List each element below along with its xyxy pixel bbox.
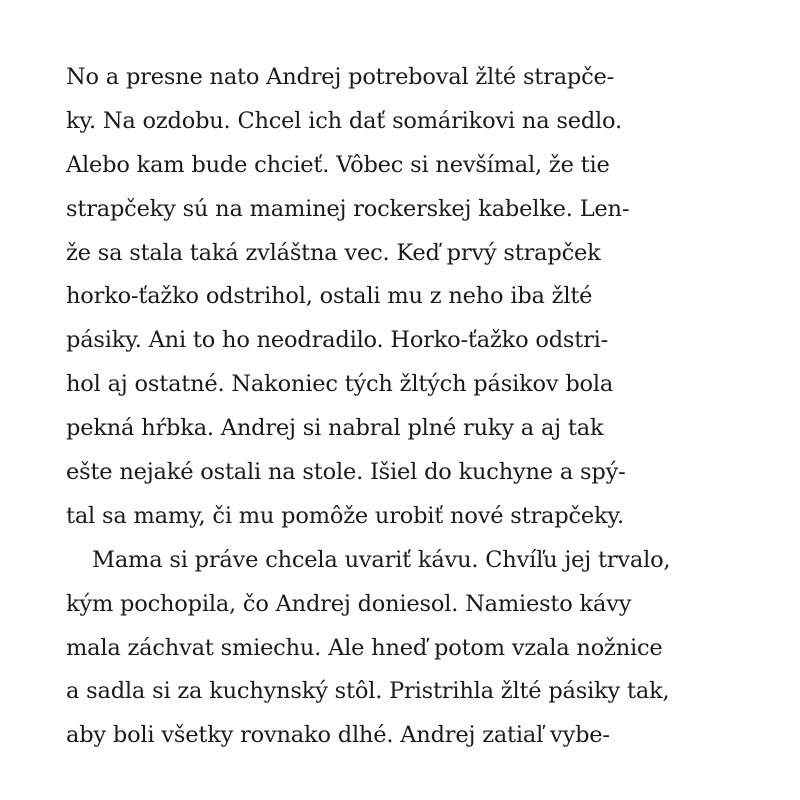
text-line: tal sa mamy, či mu pomôže urobiť nové strapčeky. [66,502,624,529]
body-text [66,56,746,758]
text-line: kým pochopila, čo Andrej doniesol. Namiesto kávy [66,590,632,617]
text-line: mala záchvat smiechu. Ale hneď potom vzala nožnice [66,634,663,661]
text-line: Mama si práve chcela uvariť kávu. Chvíľu jej trvalo, [92,546,671,573]
text-line: Alebo kam bude chcieť. Vôbec si nevšímal, že tie [66,151,610,178]
text-line: hol aj ostatné. Nakoniec tých žltých pásikov bola [66,371,614,398]
paragraph-1 [66,56,746,539]
text-line: a sadla si za kuchynský stôl. Pristrihla žlté pásiky tak, [66,678,670,705]
paragraph-2 [66,539,746,758]
text-line: pekná hŕbka. Andrej si nabral plné ruky a aj tak [66,415,604,442]
text-line: strapčeky sú na maminej rockerskej kabelke. Len- [66,195,630,222]
text-line: No a presne nato Andrej potreboval žlté strapče- [66,64,615,90]
text-line: ešte nejaké ostali na stole. Išiel do kuchyne a spý- [66,459,626,486]
text-line: horko-ťažko odstrihol, ostali mu z neho iba žlté [66,283,593,310]
text-line: že sa stala taká zvláštna vec. Keď prvý strapček [66,239,601,266]
text-line: pásiky. Ani to ho neodradilo. Horko-ťažko odstri- [66,327,609,354]
text-line: ky. Na ozdobu. Chcel ich dať somárikovi na sedlo. [66,107,622,134]
text-line: aby boli všetky rovnako dlhé. Andrej zatiaľ vybe- [66,722,610,749]
